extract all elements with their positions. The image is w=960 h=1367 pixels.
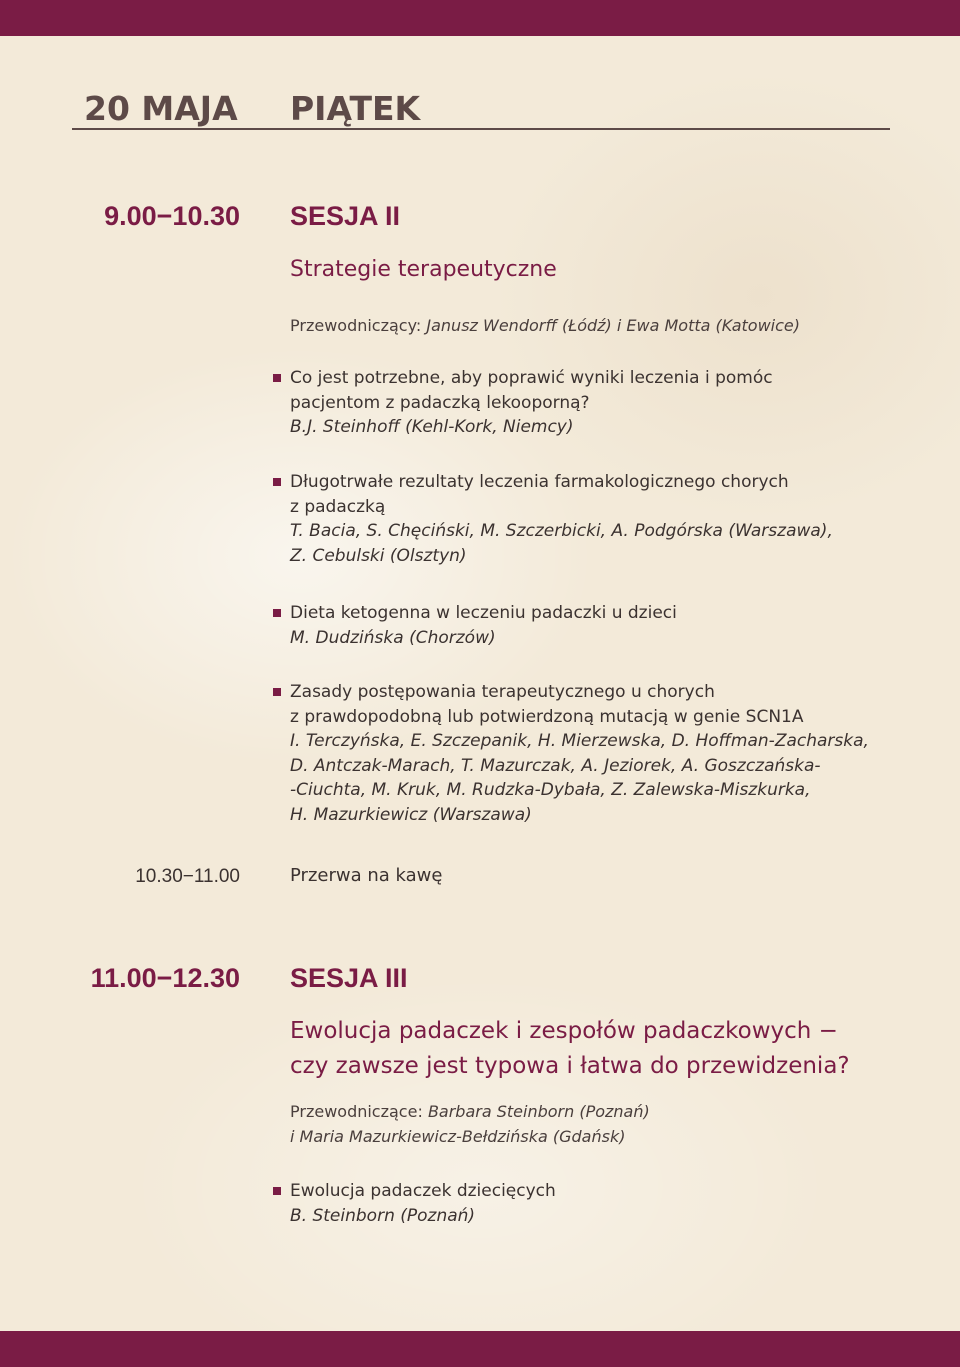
item-authors: -Ciuchta, M. Kruk, M. Rudzka-Dybała, Z. Zalewska-Miszkurka, <box>290 780 811 800</box>
chair-names: i Maria Mazurkiewicz-Bełdzińska (Gdańsk) <box>290 1127 626 1146</box>
item-title: z prawdopodobną lub potwierdzoną mutacją w genie SCN1A <box>290 706 804 727</box>
program-item <box>290 470 900 568</box>
chair-names: Barbara Steinborn (Poznań) <box>427 1102 650 1121</box>
day-name: PIĄTEK <box>290 89 421 128</box>
session-time: 11.00−12.30 <box>90 963 240 993</box>
break-time: 10.30−11.00 <box>135 866 240 887</box>
item-title: Dieta ketogenna w leczeniu padaczki u dzieci <box>290 603 677 623</box>
chair-label: Przewodniczące: <box>290 1102 423 1121</box>
item-title: Ewolucja padaczek dziecięcych <box>290 1181 556 1201</box>
session-label: SESJA II <box>290 201 401 231</box>
item-authors: B. Steinborn (Poznań) <box>290 1205 476 1226</box>
item-title: Co jest potrzebne, aby poprawić wyniki leczenia i pomóc <box>290 368 773 388</box>
chair-names: Janusz Wendorff (Łódź) i Ewa Motta (Katowice) <box>426 316 800 335</box>
program-item <box>290 601 900 650</box>
day-date: 20 MAJA <box>84 89 238 128</box>
bullet-icon <box>273 609 281 617</box>
session-title-line: czy zawsze jest typowa i łatwa do przewidzenia? <box>290 1053 850 1079</box>
item-authors: Z. Cebulski (Olsztyn) <box>290 545 467 566</box>
header-divider <box>72 128 890 130</box>
program-item <box>290 366 900 440</box>
item-authors: B.J. Steinhoff (Kehl-Kork, Niemcy) <box>290 417 574 437</box>
session-title: Strategie terapeutyczne <box>290 257 557 282</box>
item-authors: T. Bacia, S. Chęciński, M. Szczerbicki, A. Podgórska (Warszawa), <box>290 521 833 541</box>
chair-label: Przewodniczący: <box>290 316 422 335</box>
session-chairs <box>290 313 800 338</box>
session-title <box>290 1014 850 1084</box>
item-title: z padaczką <box>290 496 386 517</box>
bullet-icon <box>273 374 281 382</box>
item-title: Zasady postępowania terapeutycznego u chorych <box>290 682 715 702</box>
session-time: 9.00−10.30 <box>104 201 240 231</box>
session-label: SESJA III <box>290 963 408 993</box>
item-authors: H. Mazurkiewicz (Warszawa) <box>290 804 532 825</box>
program-item <box>290 1179 900 1228</box>
bullet-icon <box>273 1187 281 1195</box>
item-authors: M. Dudzińska (Chorzów) <box>290 627 496 648</box>
bullet-icon <box>273 688 281 696</box>
top-bar <box>0 0 960 36</box>
bullet-icon <box>273 478 281 486</box>
item-authors: D. Antczak-Marach, T. Mazurczak, A. Jeziorek, A. Goszczańska- <box>290 755 821 776</box>
break-label: Przerwa na kawę <box>290 865 443 886</box>
item-title: Długotrwałe rezultaty leczenia farmakologicznego chorych <box>290 472 789 492</box>
program-item <box>290 680 900 827</box>
session-title-line: Ewolucja padaczek i zespołów padaczkowych − <box>290 1018 838 1044</box>
session-chairs <box>290 1099 650 1149</box>
item-authors: I. Terczyńska, E. Szczepanik, H. Mierzewska, D. Hoffman-Zacharska, <box>290 731 869 751</box>
bottom-bar <box>0 1331 960 1367</box>
item-title: pacjentom z padaczką lekooporną? <box>290 392 590 413</box>
